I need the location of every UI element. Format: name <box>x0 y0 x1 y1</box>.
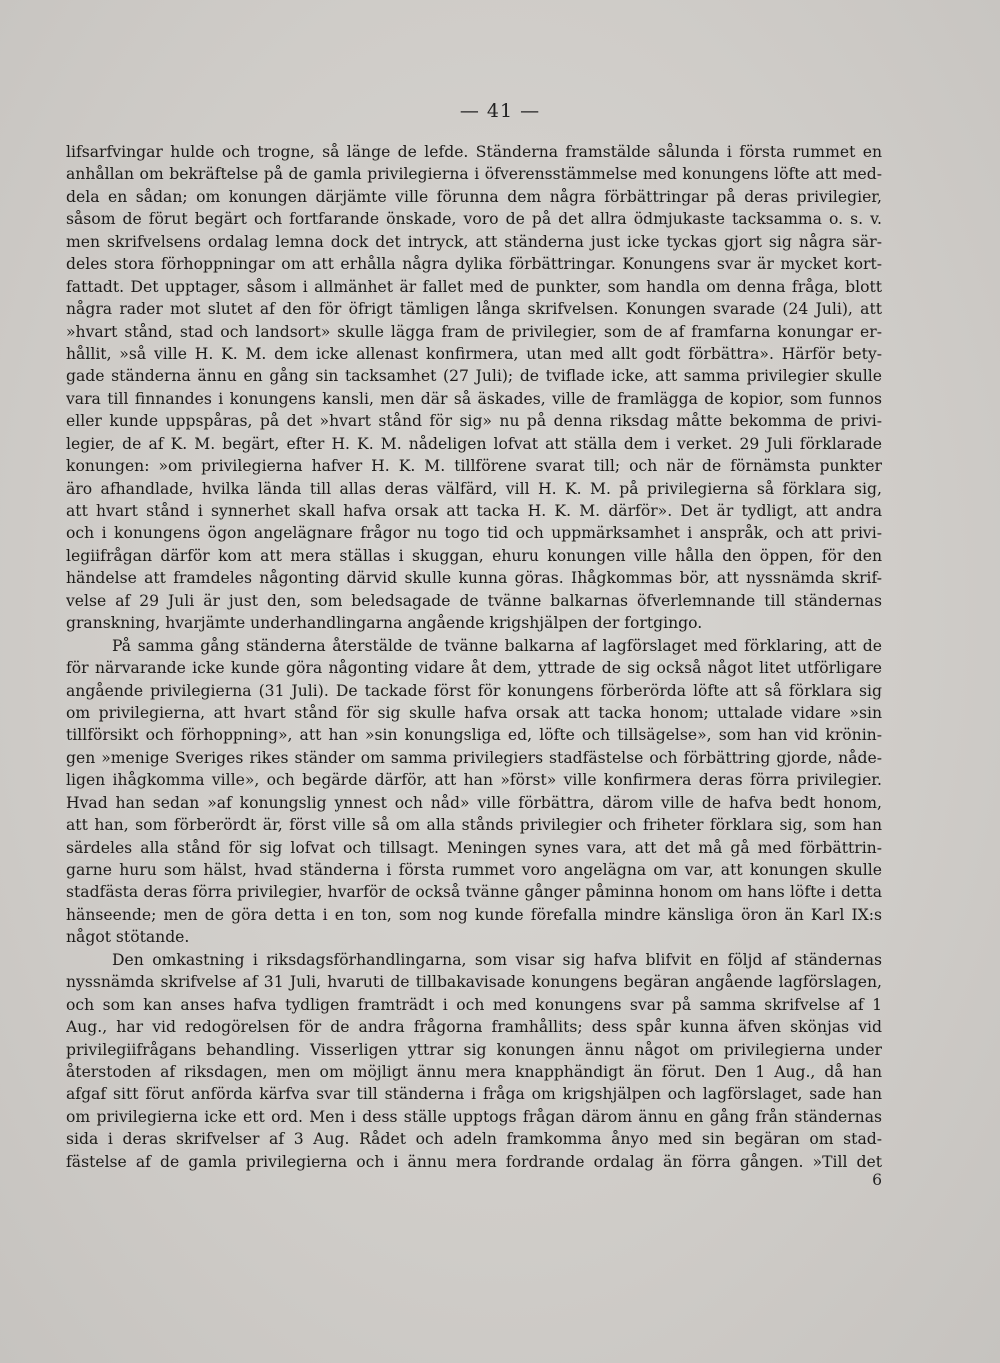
text-line: nyssnämda skrifvelse af 31 Juli, hvaruti de tillbakavisade konungens begäran angående lagförslagen, <box>66 973 882 992</box>
text-line: händelse att framdeles någonting därvid skulle kunna göras. Ihågkommas bör, att nyssnämda skrif- <box>66 569 882 588</box>
text-line: äro afhandlade, hvilka lända till allas deras välfärd, vill H. K. M. på privilegierna så förklara sig, <box>66 479 882 498</box>
text-line: velse af 29 Juli är just den, som beledsagade de tvänne balkarnas öfverlemnande till ständernas <box>66 591 882 610</box>
page-number: — 41 — <box>459 100 541 122</box>
text-line: hållit, »så ville H. K. M. dem icke allenast konfirmera, utan med allt godt förbättra». Härför bety- <box>66 344 882 363</box>
text-line: ligen ihågkomma ville», och begärde därför, att han »först» ville konfirmera deras förra privilegier. <box>66 771 882 790</box>
text-line: stadfästa deras förra privilegier, hvarför de också tvänne gånger påminna honom om hans löfte i detta <box>66 883 882 902</box>
text-line: privilegiifrågans behandling. Visserligen yttrar sig konungen ännu något om privilegierna under <box>66 1040 882 1059</box>
text-line: för närvarande icke kunde göra någonting vidare åt dem, yttrade de sig också något litet utförligare <box>66 659 882 678</box>
text-line: garne huru som hälst, hvad ständerna i första rummet voro angelägna om var, att konungen skulle <box>66 861 882 879</box>
text-line: såsom de förut begärt och fortfarande önskade, voro de på det allra ödmjukaste tacksamma o. s. v. <box>66 210 882 229</box>
text-line: att han, som förberördt är, först ville så om alla stånds privilegier och friheter förklara sig, som han <box>66 816 882 835</box>
text-line: hänseende; men de göra detta i en ton, som nog kunde förefalla mindre känsliga öron än Karl IX:s <box>66 905 882 924</box>
text-line: fattadt. Det upptager, såsom i allmänhet är fallet med de punkter, som handla om denna fråga, blott <box>66 277 882 296</box>
text-line: och i konungens ögon angelägnare frågor nu togo tid och uppmärksamhet i anspråk, och att privi- <box>66 524 882 543</box>
text-line: anhållan om bekräftelse på de gamla privilegierna i öfverensstämmelse med konungens löfte att med- <box>66 165 882 184</box>
text-line: gen »menige Sveriges rikes ständer om samma privilegiers stadfästelse och förbättring gjorde, nåde- <box>66 748 882 767</box>
printer-signature-mark: 6 <box>872 1171 882 1189</box>
text-line: fästelse af de gamla privilegierna och i ännu mera fordrande ordalag än förra gången. »Till det <box>66 1152 882 1171</box>
text-line: dela en sådan; om konungen därjämte ville förunna dem några förbättringar på deras privilegier, <box>66 187 882 206</box>
text-line: konungen: »om privilegierna hafver H. K. M. tillförene svarat till; och när de förnämsta punkter <box>66 457 882 476</box>
text-line: något stötande. <box>66 928 190 947</box>
text-line: Aug., har vid redogörelsen för de andra frågorna framhållits; dess spår kunna äfven skönjas vid <box>66 1018 882 1037</box>
text-line: angående privilegierna (31 Juli). De tackade först för konungens förberörda löfte att så förklara sig <box>66 681 882 700</box>
text-line: gade ständerna ännu en gång sin tacksamhet (27 Juli); de tviflade icke, att samma privilegier skulle <box>66 367 882 386</box>
text-line: På samma gång ständerna återstälde de tvänne balkarna af lagförslaget med förklaring, att de <box>112 636 882 655</box>
text-line: några rader mot slutet af den för öfrigt tämligen långa skrifvelsen. Konungen svarade (24 Juli), att <box>66 300 882 319</box>
text-line: om privilegierna icke ett ord. Men i dess ställe upptogs frågan därom ännu en gång från ständernas <box>66 1107 882 1126</box>
text-line: afgaf sitt förut anförda kärfva svar till ständerna i fråga om krigshjälpen och lagförslaget, sade han <box>66 1085 882 1104</box>
text-line: »hvart stånd, stad och landsort» skulle lägga fram de privilegier, som de af framfarna konungar er- <box>66 322 882 341</box>
text-line: legier, de af K. M. begärt, efter H. K. M. nådeligen lofvat att ställa dem i verket. 29 Juli förklarade <box>66 434 882 453</box>
text-line: lifsarfvingar hulde och trogne, så länge de lefde. Ständerna framstälde sålunda i första rummet en <box>66 143 882 161</box>
text-line: vara till finnandes i konungens kansli, men där så äskades, ville de framlägga de kopior, som funnos <box>66 389 882 408</box>
text-line: och som kan anses hafva tydligen framträdt i och med konungens svar på samma skrifvelse af 1 <box>66 995 882 1014</box>
text-line: legiifrågan därför kom att mera ställas i skuggan, ehuru konungen ville hålla den öppen, för den <box>66 546 882 565</box>
text-line: Den omkastning i riksdagsförhandlingarna, som visar sig hafva blifvit en följd af ständernas <box>112 950 882 969</box>
text-line: om privilegierna, att hvart stånd för sig skulle hafva orsak att tacka honom; uttalade vidare »sin <box>66 703 882 722</box>
text-line: deles stora förhoppningar om att erhålla några dylika förbättringar. Konungens svar är mycket kort- <box>66 255 882 274</box>
text-line: särdeles alla stånd för sig lofvat och tillsagt. Meningen synes vara, att det må gå med förbättrin- <box>66 838 882 857</box>
text-line: Hvad han sedan »af konungslig ynnest och nåd» ville förbättra, därom ville de hafva bedt honom, <box>66 793 882 812</box>
text-line: tillförsikt och förhoppning», att han »sin konungsliga ed, löfte och tillsägelse», som han vid krönin- <box>66 726 882 745</box>
text-line: återstoden af riksdagen, men om möjligt ännu mera knapphändigt än förut. Den 1 Aug., då han <box>66 1062 882 1081</box>
text-line: eller kunde uppspåras, på det »hvart stånd för sig» nu på denna riksdag måtte bekomma de privi- <box>66 412 882 431</box>
text-line: sida i deras skrifvelser af 3 Aug. Rådet och adeln framkomma ånyo med sin begäran om stad- <box>66 1130 882 1149</box>
text-line: men skrifvelsens ordalag lemna dock det intryck, att ständerna just icke tyckas gjort sig några sär- <box>66 232 882 251</box>
text-line: granskning, hvarjämte underhandlingarna angående krigshjälpen der fortgingo. <box>66 614 703 633</box>
body-text <box>66 141 882 1173</box>
text-line: att hvart stånd i synnerhet skall hafva orsak att tacka H. K. M. därför». Det är tydligt, att andra <box>66 502 882 520</box>
